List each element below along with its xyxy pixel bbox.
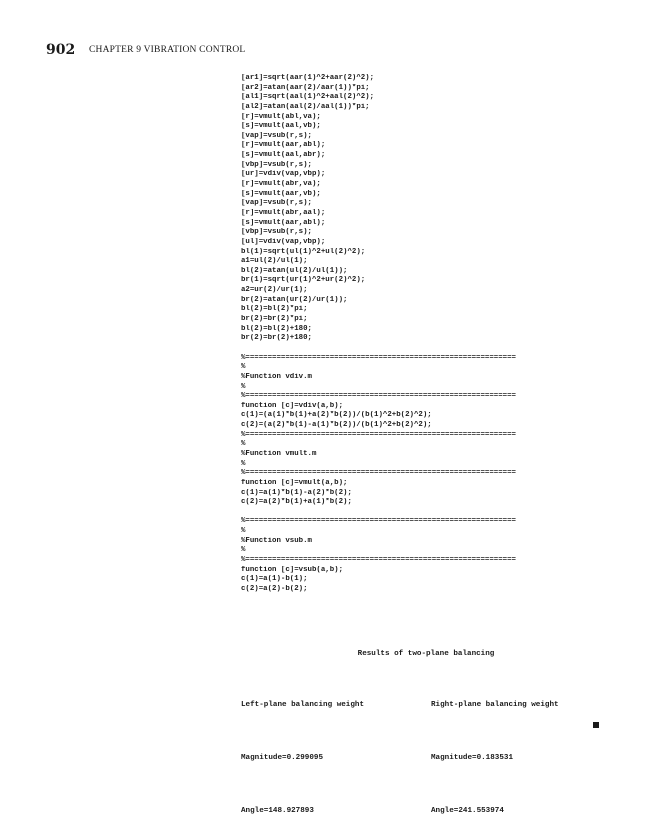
code-line: [ar1]=sqrt(aar(1)^2+aar(2)^2); [241,74,375,82]
code-line: [r]=vmult(abr,aal); [241,208,326,217]
code-listing [241,74,601,595]
code-line: % [241,363,246,372]
end-of-example-mark [593,722,599,728]
code-line: %Function vdiv.m [241,372,312,381]
code-line: br(2)=atan(ur(2)/ur(1)); [241,295,348,304]
code-line: bl(2)=bl(2)*pi; [241,305,308,314]
results-magnitude-row [241,754,601,764]
left-magnitude: Magnitude=0.299095 [241,754,324,762]
right-angle: Angle=241.553974 [431,807,504,815]
code-line: %============================================================= [241,517,516,526]
code-line: [al1]=sqrt(aal(1)^2+aal(2)^2); [241,93,375,102]
code-line: % [241,459,246,468]
code-line: function [c]=vsub(a,b); [241,565,344,574]
code-line: c(1)=a(1)-b(1); [241,575,308,584]
code-line: br(1)=sqrt(ur(1)^2+ur(2)^2); [241,276,366,285]
code-line: % [241,382,246,391]
code-line: % [241,546,246,555]
code-line: bl(1)=sqrt(ul(1)^2+ul(2)^2); [241,247,366,256]
results-block [241,634,601,825]
code-line: %============================================================= [241,469,516,478]
code-line: br(2)=br(2)+180; [241,334,312,343]
code-line: % [241,527,246,536]
code-line: [s]=vmult(aar,vb); [241,189,321,198]
right-plane-heading: Right-plane balancing weight [431,701,559,709]
code-line: [s]=vmult(aar,abl); [241,218,326,227]
code-line: function [c]=vmult(a,b); [241,478,348,487]
code-line: % [241,440,246,449]
code-line: a1=ul(2)/ul(1); [241,257,308,266]
code-line: %============================================================= [241,556,516,565]
code-line: [vap]=vsub(r,s); [241,199,312,208]
code-line: bl(2)=atan(ul(2)/ul(1)); [241,266,348,275]
code-line: c(2)=a(2)-b(2); [241,584,308,593]
code-line: [ur]=vdiv(vap,vbp); [241,170,326,179]
code-line: function [c]=vdiv(a,b); [241,401,344,410]
code-line: br(2)=br(2)*pi; [241,315,308,324]
code-line: %============================================================= [241,430,516,439]
code-line: a2=ur(2)/ur(1); [241,286,308,295]
results-title: Results of two-plane balancing [357,650,495,658]
running-head: CHAPTER 9 VIBRATION CONTROL [89,45,246,55]
results-headings-row [241,701,601,711]
code-line: %Function vsub.m [241,536,312,545]
results-angle-row [241,807,601,817]
code-line: %Function vmult.m [241,449,317,458]
code-line: [vbp]=vsub(r,s); [241,228,312,237]
code-line: c(2)=a(2)*b(1)+a(1)*b(2); [241,498,352,507]
page-number: 902 [46,42,76,58]
code-line: c(1)=a(1)*b(1)-a(2)*b(2); [241,488,352,497]
right-magnitude: Magnitude=0.183531 [431,754,514,762]
code-line: c(1)=(a(1)*b(1)+a(2)*b(2))/(b(1)^2+b(2)^2); [241,411,432,420]
code-line: [vap]=vsub(r,s); [241,131,312,140]
left-plane-heading: Left-plane balancing weight [241,701,365,709]
code-line [241,344,601,354]
code-line [241,508,601,518]
code-line: [r]=vmult(aar,abl); [241,141,326,150]
code-line: [s]=vmult(aal,abr); [241,151,326,160]
code-line: [s]=vmult(aal,vb); [241,122,321,131]
code-line: [ul]=vdiv(vap,vbp); [241,237,326,246]
code-line: [r]=vmult(abr,va); [241,180,321,189]
code-line: %============================================================= [241,353,516,362]
code-line: [vbp]=vsub(r,s); [241,160,312,169]
code-line: %============================================================= [241,392,516,401]
left-angle: Angle=148.927893 [241,807,314,815]
code-line: [al2]=atan(aal(2)/aal(1))*pi; [241,102,370,111]
code-line: bl(2)=bl(2)+180; [241,324,312,333]
code-line: [ar2]=atan(aar(2)/aar(1))*pi; [241,83,370,92]
code-line: [r]=vmult(abl,va); [241,112,321,121]
code-line: c(2)=(a(2)*b(1)-a(1)*b(2))/(b(1)^2+b(2)^2); [241,421,432,430]
